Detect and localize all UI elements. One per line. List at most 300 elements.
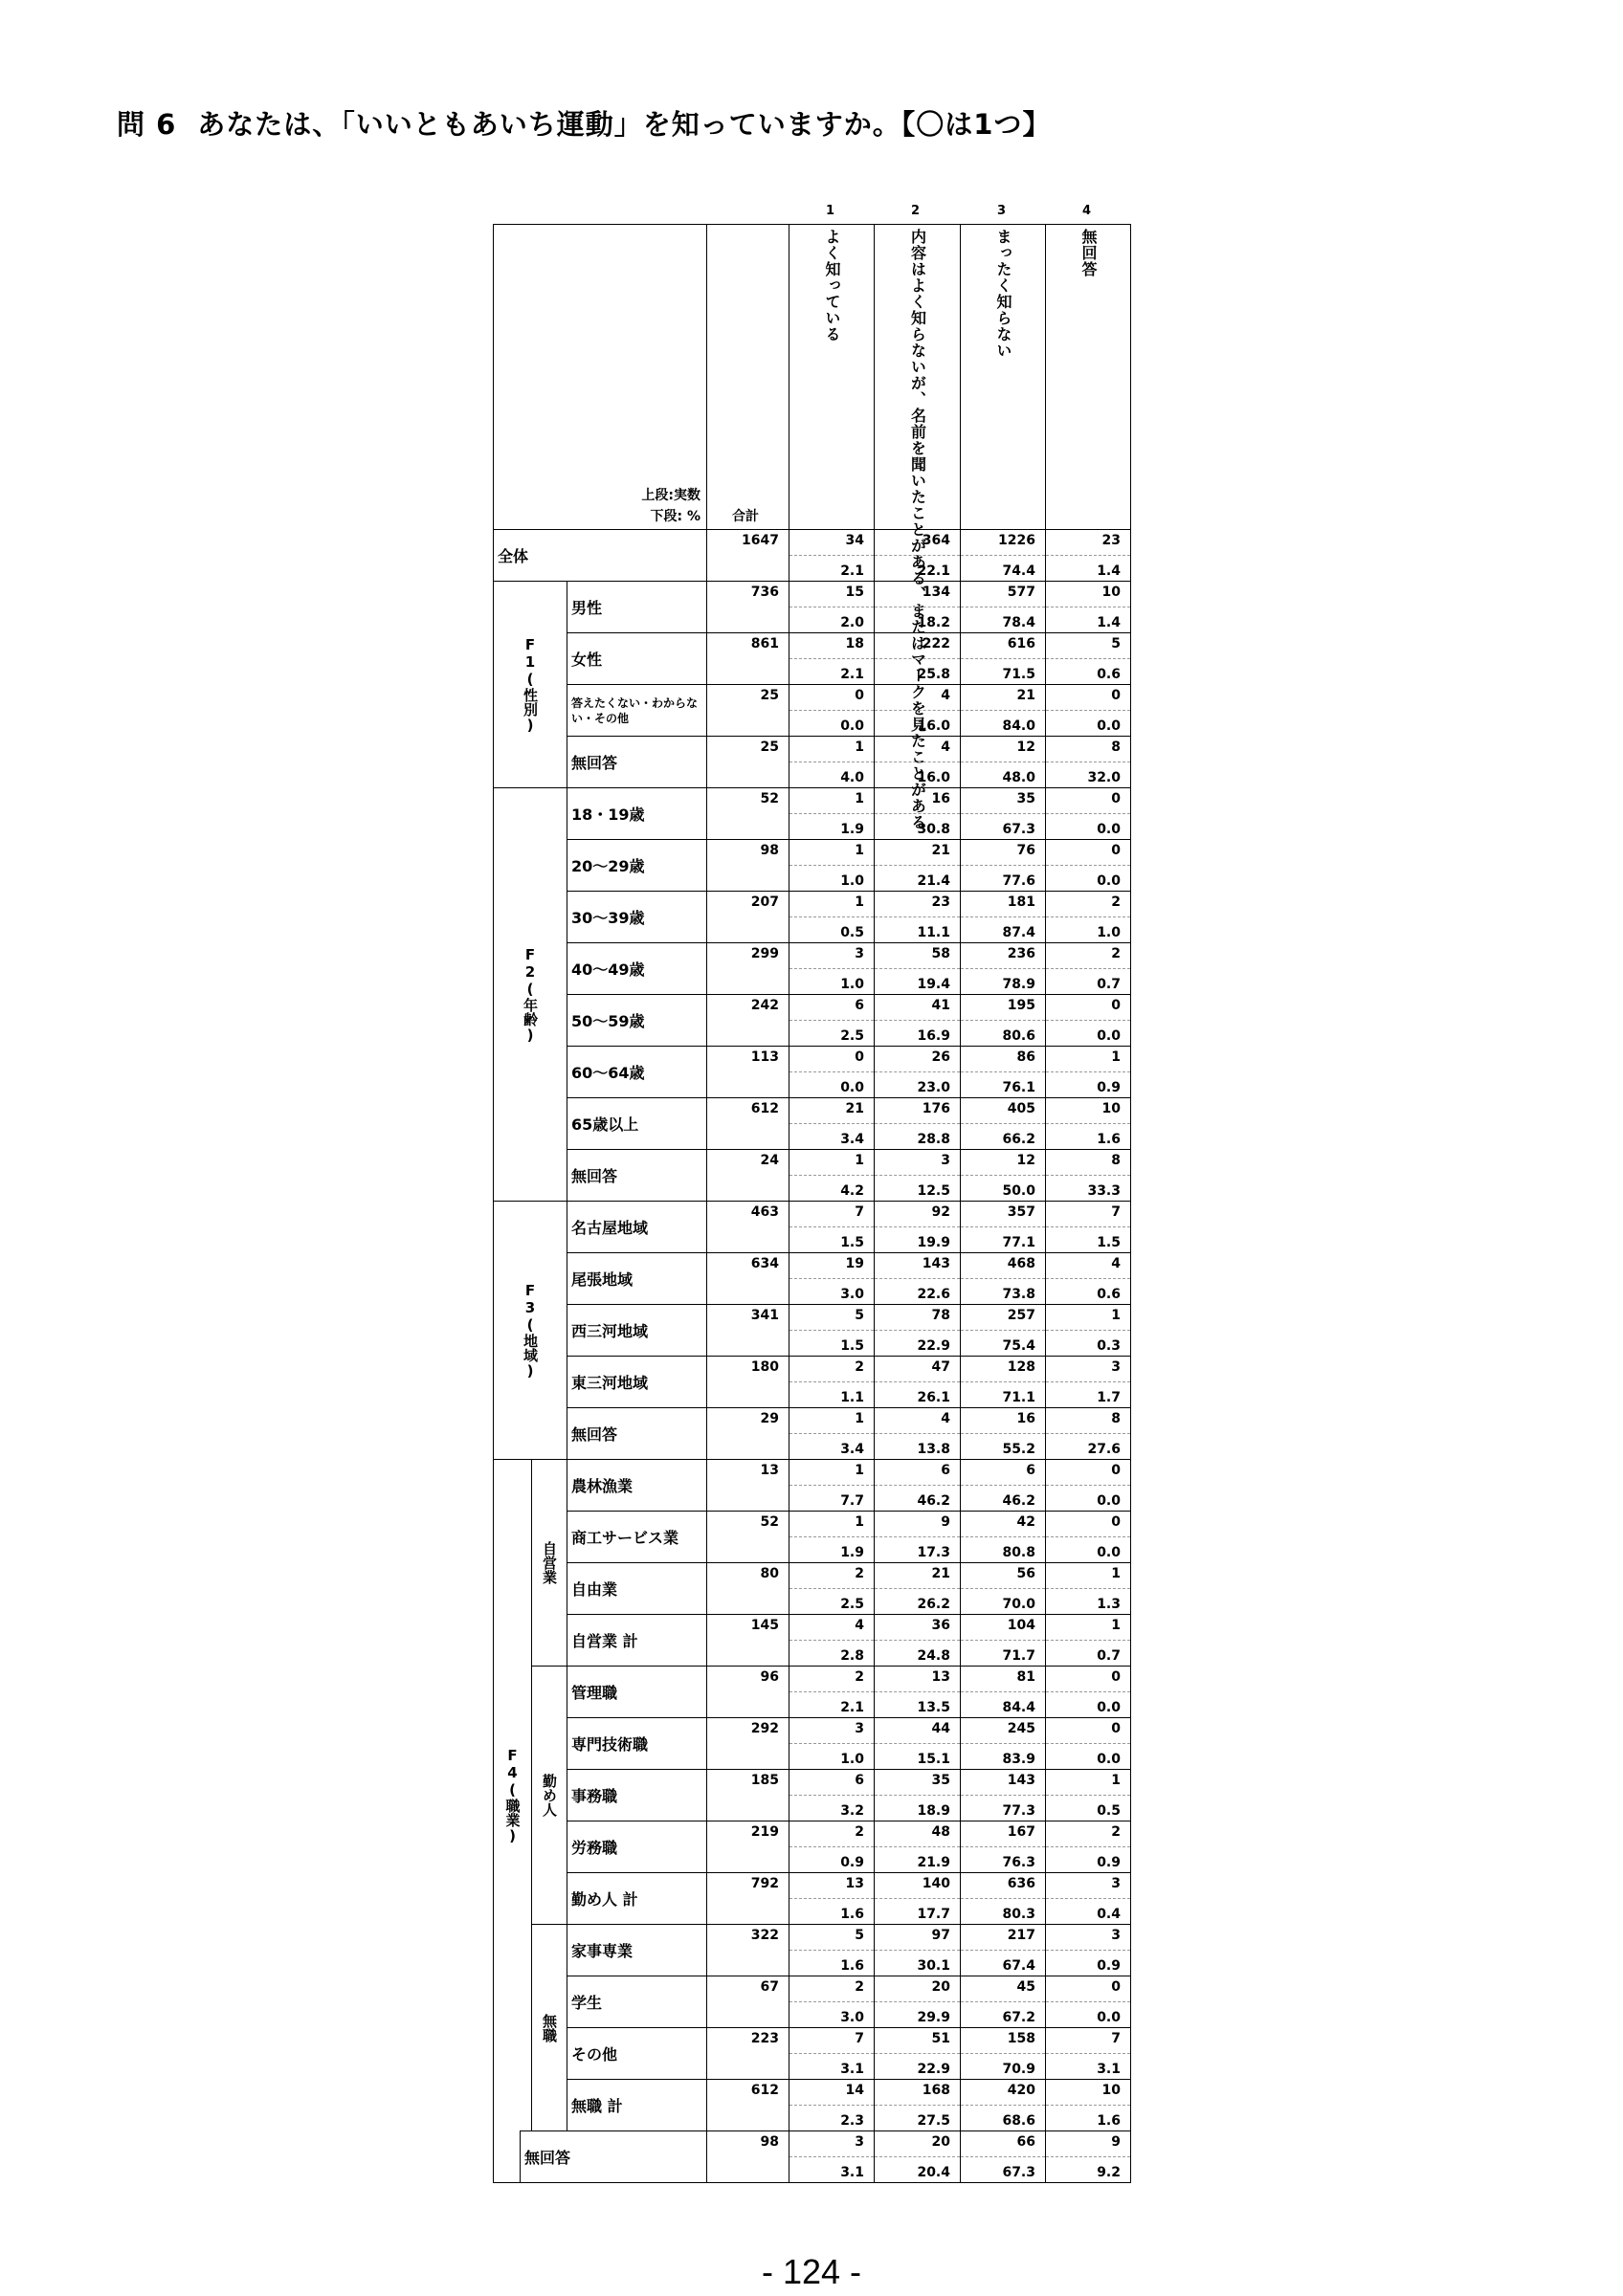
- table-row: [494, 1408, 1131, 1460]
- cell-divider: [1046, 1640, 1130, 1641]
- cell-divider: [1046, 1175, 1130, 1176]
- cell-divider: [961, 1536, 1045, 1537]
- percent-value: 1.4: [1097, 563, 1121, 579]
- count-value: 3: [941, 1153, 950, 1168]
- value-cell: [789, 1718, 875, 1770]
- count-value: 21: [1016, 688, 1035, 703]
- cell-divider: [789, 1433, 874, 1434]
- cell-divider: [1046, 1691, 1130, 1692]
- cell-divider: [961, 658, 1045, 659]
- header-row: [494, 225, 1131, 530]
- cell-divider: [961, 1640, 1045, 1641]
- value-cell: [789, 582, 875, 633]
- count-value: 47: [931, 1359, 950, 1375]
- cell-divider: [789, 1536, 874, 1537]
- total-value: 612: [750, 2083, 779, 2098]
- col-number-3: 3: [996, 204, 1007, 218]
- percent-value: 67.2: [1002, 2010, 1035, 2025]
- value-cell: [961, 1563, 1046, 1615]
- percent-value: 33.3: [1087, 1183, 1121, 1199]
- value-cell: [789, 840, 875, 892]
- value-cell: [875, 2080, 961, 2131]
- value-cell: [961, 530, 1046, 582]
- total-cell: [707, 1718, 789, 1770]
- percent-value: 1.9: [840, 1545, 864, 1560]
- count-value: 6: [1026, 1463, 1035, 1478]
- cell-divider: [875, 1795, 960, 1796]
- total-value: 341: [750, 1308, 779, 1323]
- cell-divider: [961, 1691, 1045, 1692]
- total-value: 185: [750, 1773, 779, 1788]
- count-value: 140: [922, 1876, 950, 1891]
- percent-value: 7.7: [840, 1493, 864, 1509]
- value-cell: [1046, 1821, 1131, 1873]
- cell-divider: [875, 968, 960, 969]
- cell-divider: [961, 555, 1045, 556]
- percent-value: 22.9: [917, 1338, 950, 1354]
- percent-value: 27.6: [1087, 1442, 1121, 1457]
- value-cell: [961, 1098, 1046, 1150]
- count-value: 104: [1007, 1618, 1035, 1633]
- value-cell: [1046, 892, 1131, 943]
- value-cell: [1046, 1305, 1131, 1357]
- percent-value: 3.2: [840, 1803, 864, 1819]
- percent-value: 1.1: [840, 1390, 864, 1405]
- value-cell: [875, 1460, 961, 1512]
- corner-cell: [494, 225, 707, 530]
- table-row: [494, 1460, 1131, 1512]
- group-f2: [494, 788, 567, 1202]
- value-cell: [1046, 685, 1131, 737]
- value-cell: [961, 995, 1046, 1047]
- count-value: 7: [855, 1204, 864, 1220]
- count-value: 36: [931, 1618, 950, 1633]
- table-row: [494, 788, 1131, 840]
- cell-divider: [961, 1123, 1045, 1124]
- table-row: [494, 530, 1131, 582]
- cell-divider: [961, 916, 1045, 917]
- count-value: 45: [1016, 1979, 1035, 1995]
- count-value: 15: [845, 585, 864, 600]
- value-cell: [875, 2028, 961, 2080]
- count-value: 1: [1111, 1566, 1121, 1581]
- count-value: 6: [941, 1463, 950, 1478]
- cell-divider: [789, 865, 874, 866]
- value-cell: [961, 737, 1046, 788]
- percent-value: 1.5: [840, 1235, 864, 1250]
- percent-value: 87.4: [1002, 925, 1035, 940]
- value-cell: [1046, 1667, 1131, 1718]
- count-value: 4: [1111, 1256, 1121, 1271]
- row-label: 西三河地域: [567, 1305, 707, 1357]
- count-value: 357: [1007, 1204, 1035, 1220]
- total-cell: [707, 1770, 789, 1821]
- percent-value: 22.6: [917, 1287, 950, 1302]
- percent-value: 66.2: [1002, 1132, 1035, 1147]
- cell-divider: [961, 1795, 1045, 1796]
- cell-divider: [789, 1640, 874, 1641]
- count-value: 1: [1111, 1308, 1121, 1323]
- cell-divider: [875, 1123, 960, 1124]
- value-cell: [1046, 633, 1131, 685]
- count-value: 3: [855, 1721, 864, 1736]
- value-cell: [1046, 1512, 1131, 1563]
- table-row: [494, 1770, 1131, 1821]
- count-value: 1: [855, 843, 864, 858]
- cell-divider: [789, 1691, 874, 1692]
- percent-value: 3.0: [840, 2010, 864, 2025]
- cell-divider: [961, 1175, 1045, 1176]
- value-cell: [875, 1150, 961, 1202]
- table-row: [494, 1821, 1131, 1873]
- count-value: 0: [1111, 1721, 1121, 1736]
- value-cell: [1046, 1718, 1131, 1770]
- percent-value: 16.0: [917, 718, 950, 734]
- value-cell: [1046, 1253, 1131, 1305]
- count-value: 0: [1111, 1514, 1121, 1530]
- percent-value: 32.0: [1087, 770, 1121, 785]
- count-value: 16: [1016, 1411, 1035, 1426]
- percent-value: 0.5: [1097, 1803, 1121, 1819]
- cell-divider: [961, 710, 1045, 711]
- cell-divider: [875, 555, 960, 556]
- cell-divider: [961, 2001, 1045, 2002]
- column-header-1: [789, 225, 875, 530]
- count-value: 168: [922, 2083, 950, 2098]
- value-cell: [789, 633, 875, 685]
- cell-divider: [789, 1381, 874, 1382]
- total-value: 223: [750, 2031, 779, 2046]
- percent-value: 1.6: [1097, 1132, 1121, 1147]
- percent-value: 46.2: [917, 1493, 950, 1509]
- percent-value: 0.9: [840, 1855, 864, 1870]
- count-value: 0: [1111, 688, 1121, 703]
- cell-divider: [1046, 1278, 1130, 1279]
- total-cell: [707, 943, 789, 995]
- value-cell: [789, 1770, 875, 1821]
- count-value: 3: [855, 2134, 864, 2150]
- total-value: 299: [750, 946, 779, 961]
- value-cell: [961, 1615, 1046, 1667]
- count-value: 7: [1111, 1204, 1121, 1220]
- percent-value: 3.4: [840, 1442, 864, 1457]
- table-row: [494, 840, 1131, 892]
- value-cell: [789, 1976, 875, 2028]
- percent-value: 0.0: [1097, 718, 1121, 734]
- percent-value: 0.0: [840, 1080, 864, 1095]
- cell-divider: [1046, 1485, 1130, 1486]
- count-value: 97: [931, 1928, 950, 1943]
- count-value: 2: [855, 1669, 864, 1685]
- row-label: 無回答: [567, 1408, 707, 1460]
- corner-line1: 上段:実数: [641, 488, 700, 503]
- value-cell: [875, 1770, 961, 1821]
- value-cell: [1046, 1357, 1131, 1408]
- cell-divider: [789, 1226, 874, 1227]
- count-value: 8: [1111, 1411, 1121, 1426]
- table-row: [494, 1098, 1131, 1150]
- row-label: 答えたくない・わからない・その他: [567, 685, 707, 737]
- count-value: 128: [1007, 1359, 1035, 1375]
- percent-value: 1.5: [840, 1338, 864, 1354]
- value-cell: [961, 1667, 1046, 1718]
- count-value: 41: [931, 998, 950, 1013]
- percent-value: 1.0: [840, 977, 864, 992]
- cell-divider: [875, 865, 960, 866]
- count-value: 1226: [998, 533, 1035, 548]
- percent-value: 18.2: [917, 615, 950, 630]
- total-header: [707, 225, 789, 530]
- cell-divider: [961, 1846, 1045, 1847]
- percent-value: 17.7: [917, 1907, 950, 1922]
- count-value: 195: [1007, 998, 1035, 1013]
- count-value: 20: [931, 1979, 950, 1995]
- group-f4: [494, 1460, 532, 2131]
- total-value: 219: [750, 1824, 779, 1840]
- count-value: 20: [931, 2134, 950, 2150]
- percent-value: 80.3: [1002, 1907, 1035, 1922]
- column-numbers: [788, 204, 1130, 223]
- total-cell: [707, 1150, 789, 1202]
- count-value: 12: [1016, 1153, 1035, 1168]
- value-cell: [789, 737, 875, 788]
- count-value: 19: [845, 1256, 864, 1271]
- count-value: 2: [855, 1566, 864, 1581]
- count-value: 2: [855, 1824, 864, 1840]
- value-cell: [789, 1925, 875, 1976]
- value-cell: [1046, 1202, 1131, 1253]
- total-value: 322: [750, 1928, 779, 1943]
- cell-divider: [789, 1123, 874, 1124]
- percent-value: 2.1: [840, 667, 864, 682]
- count-value: 143: [1007, 1773, 1035, 1788]
- value-cell: [875, 1253, 961, 1305]
- count-value: 2: [1111, 1824, 1121, 1840]
- cell-divider: [1046, 1330, 1130, 1331]
- percent-value: 30.8: [917, 822, 950, 837]
- count-value: 14: [845, 2083, 864, 2098]
- count-value: 1: [855, 1411, 864, 1426]
- total-cell: [707, 1098, 789, 1150]
- count-value: 12: [1016, 740, 1035, 755]
- percent-value: 68.6: [1002, 2113, 1035, 2129]
- cell-divider: [1046, 2105, 1130, 2106]
- count-value: 577: [1007, 585, 1035, 600]
- cell-divider: [875, 916, 960, 917]
- value-cell: [789, 2080, 875, 2131]
- row-label: 無回答: [567, 1150, 707, 1202]
- count-value: 1: [855, 791, 864, 806]
- count-value: 7: [1111, 2031, 1121, 2046]
- value-cell: [1046, 788, 1131, 840]
- value-cell: [789, 995, 875, 1047]
- value-cell: [875, 1305, 961, 1357]
- value-cell: [875, 1667, 961, 1718]
- cell-divider: [875, 1071, 960, 1072]
- row-label: 名古屋地域: [567, 1202, 707, 1253]
- value-cell: [789, 943, 875, 995]
- cell-divider: [789, 1485, 874, 1486]
- percent-value: 0.4: [1097, 1907, 1121, 1922]
- total-value: 634: [750, 1256, 779, 1271]
- value-cell: [1046, 1563, 1131, 1615]
- column-header-1-text: よく知っている: [823, 229, 841, 342]
- cell-divider: [961, 968, 1045, 969]
- cell-divider: [875, 1640, 960, 1641]
- value-cell: [1046, 1150, 1131, 1202]
- value-cell: [961, 1047, 1046, 1098]
- row-label: 商工サービス業: [567, 1512, 707, 1563]
- group-spacer: [494, 2131, 521, 2183]
- percent-value: 0.7: [1097, 1648, 1121, 1664]
- count-value: 0: [855, 688, 864, 703]
- cell-divider: [789, 710, 874, 711]
- percent-value: 1.3: [1097, 1597, 1121, 1612]
- value-cell: [1046, 1047, 1131, 1098]
- cell-divider: [789, 1898, 874, 1899]
- cell-divider: [875, 1846, 960, 1847]
- value-cell: [875, 943, 961, 995]
- count-value: 0: [855, 1049, 864, 1065]
- total-value: 13: [760, 1463, 779, 1478]
- percent-value: 0.0: [1097, 1700, 1121, 1715]
- count-value: 26: [931, 1049, 950, 1065]
- cell-divider: [961, 1071, 1045, 1072]
- value-cell: [875, 995, 961, 1047]
- count-value: 0: [1111, 998, 1121, 1013]
- cell-divider: [789, 968, 874, 969]
- count-value: 4: [855, 1618, 864, 1633]
- cell-divider: [1046, 2053, 1130, 2054]
- cell-divider: [875, 1950, 960, 1951]
- cell-divider: [961, 2156, 1045, 2157]
- value-cell: [961, 892, 1046, 943]
- total-cell: [707, 530, 789, 582]
- table-row: [494, 1202, 1131, 1253]
- row-label: 20〜29歳: [567, 840, 707, 892]
- percent-value: 50.0: [1002, 1183, 1035, 1199]
- percent-value: 46.2: [1002, 1493, 1035, 1509]
- count-value: 0: [1111, 1979, 1121, 1995]
- cell-divider: [789, 2053, 874, 2054]
- count-value: 364: [922, 533, 950, 548]
- cell-divider: [875, 1278, 960, 1279]
- count-value: 78: [931, 1308, 950, 1323]
- count-value: 76: [1016, 843, 1035, 858]
- percent-value: 80.8: [1002, 1545, 1035, 1560]
- cell-divider: [875, 813, 960, 814]
- percent-value: 23.0: [917, 1080, 950, 1095]
- count-value: 10: [1101, 1101, 1121, 1116]
- cell-divider: [875, 1743, 960, 1744]
- cell-divider: [789, 1071, 874, 1072]
- value-cell: [1046, 1098, 1131, 1150]
- count-value: 468: [1007, 1256, 1035, 1271]
- percent-value: 17.3: [917, 1545, 950, 1560]
- percent-value: 24.8: [917, 1648, 950, 1664]
- count-value: 21: [931, 1566, 950, 1581]
- cell-divider: [1046, 710, 1130, 711]
- value-cell: [961, 1718, 1046, 1770]
- value-cell: [1046, 2080, 1131, 2131]
- column-header-3: [961, 225, 1046, 530]
- percent-value: 2.1: [840, 563, 864, 579]
- count-value: 5: [855, 1308, 864, 1323]
- percent-value: 30.1: [917, 1958, 950, 1974]
- percent-value: 22.1: [917, 563, 950, 579]
- total-cell: [707, 788, 789, 840]
- cell-divider: [961, 813, 1045, 814]
- percent-value: 76.1: [1002, 1080, 1035, 1095]
- table-row: [494, 1873, 1131, 1925]
- total-cell: [707, 840, 789, 892]
- value-cell: [961, 1202, 1046, 1253]
- cell-divider: [875, 1226, 960, 1227]
- percent-value: 16.0: [917, 770, 950, 785]
- group-f4-self-label: 自営業: [541, 1541, 558, 1584]
- percent-value: 27.5: [917, 2113, 950, 2129]
- row-label: 60〜64歳: [567, 1047, 707, 1098]
- percent-value: 11.1: [917, 925, 950, 940]
- total-value: 24: [760, 1153, 779, 1168]
- count-value: 257: [1007, 1308, 1035, 1323]
- row-label: 学生: [567, 1976, 707, 2028]
- value-cell: [961, 1357, 1046, 1408]
- row-label: その他: [567, 2028, 707, 2080]
- total-value: 292: [750, 1721, 779, 1736]
- value-cell: [875, 737, 961, 788]
- table-row: [494, 1047, 1131, 1098]
- count-value: 9: [941, 1514, 950, 1530]
- value-cell: [1046, 1925, 1131, 1976]
- cell-divider: [875, 1020, 960, 1021]
- row-label: 事務職: [567, 1770, 707, 1821]
- total-cell: [707, 1202, 789, 1253]
- count-value: 3: [1111, 1928, 1121, 1943]
- percent-value: 48.0: [1002, 770, 1035, 785]
- row-label: 労務職: [567, 1821, 707, 1873]
- cell-divider: [789, 2001, 874, 2002]
- percent-value: 26.1: [917, 1390, 950, 1405]
- total-value: 792: [750, 1876, 779, 1891]
- cell-divider: [789, 555, 874, 556]
- count-value: 217: [1007, 1928, 1035, 1943]
- value-cell: [875, 633, 961, 685]
- cell-divider: [1046, 1795, 1130, 1796]
- value-cell: [875, 1563, 961, 1615]
- group-f4-label: F4(職業): [503, 1746, 522, 1844]
- cell-divider: [875, 1588, 960, 1589]
- total-cell: [707, 737, 789, 788]
- value-cell: [961, 840, 1046, 892]
- row-label: 65歳以上: [567, 1098, 707, 1150]
- cell-divider: [789, 1743, 874, 1744]
- count-value: 6: [855, 998, 864, 1013]
- page-number: - 124 -: [761, 2252, 862, 2291]
- percent-value: 2.3: [840, 2113, 864, 2129]
- total-value: 25: [760, 740, 779, 755]
- percent-value: 26.2: [917, 1597, 950, 1612]
- value-cell: [961, 582, 1046, 633]
- count-value: 3: [855, 946, 864, 961]
- value-cell: [1046, 1408, 1131, 1460]
- table-row: [494, 1667, 1131, 1718]
- cell-divider: [789, 1588, 874, 1589]
- cell-divider: [961, 1898, 1045, 1899]
- count-value: 4: [941, 688, 950, 703]
- cell-divider: [961, 2105, 1045, 2106]
- percent-value: 19.4: [917, 977, 950, 992]
